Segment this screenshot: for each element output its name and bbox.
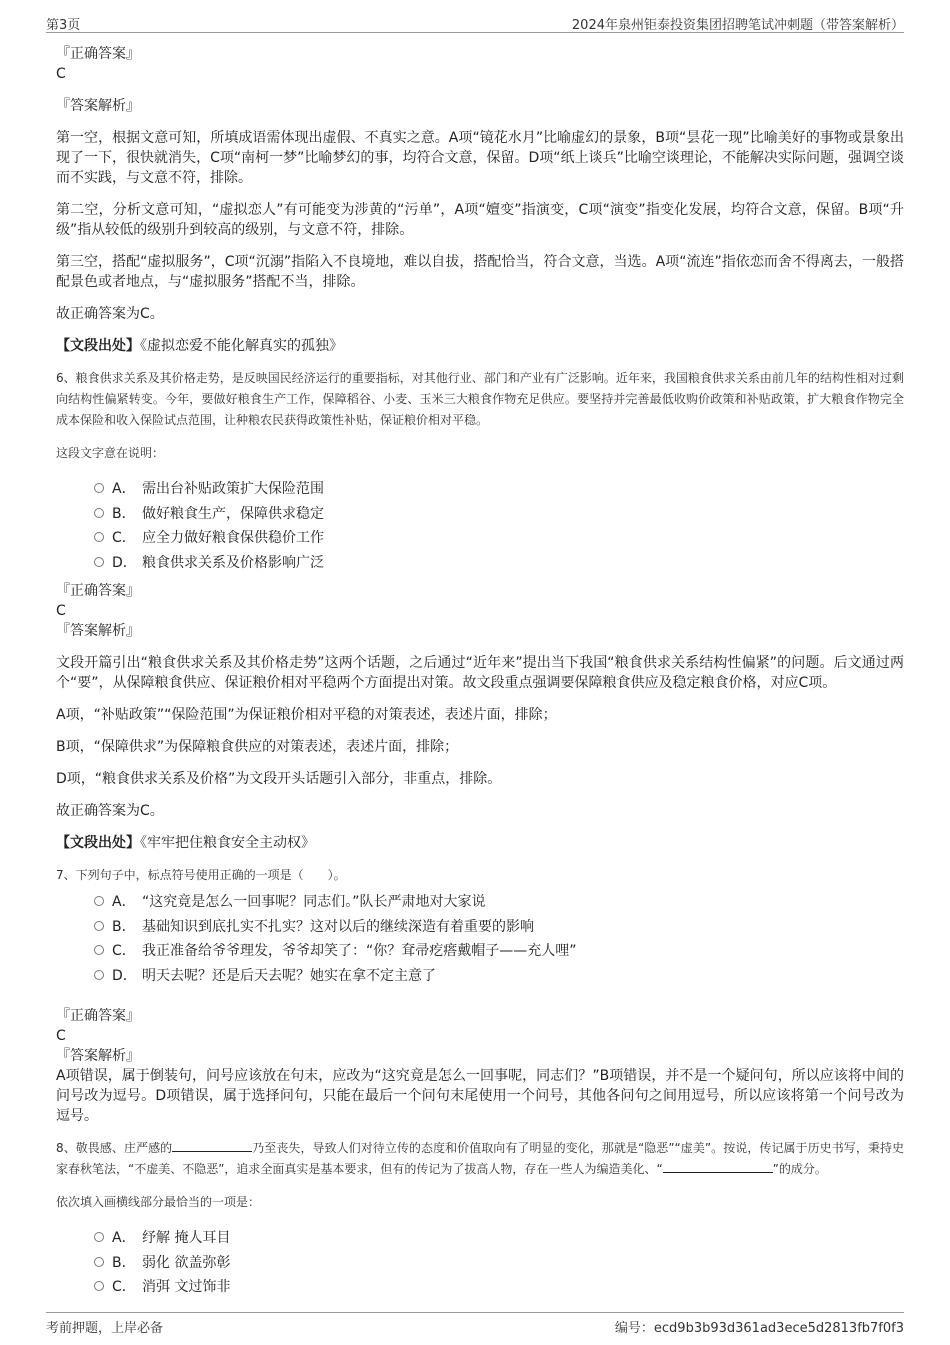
analysis-paragraph: D项，“粮食供求关系及价格”为文段开头话题引入部分，非重点，排除。 (56, 771, 502, 787)
option-c[interactable] (94, 1275, 904, 1300)
page-content (56, 44, 904, 1306)
page-header (46, 12, 904, 33)
source-title: 《虚拟恋爱不能化解真实的孤独》 (140, 338, 343, 354)
source-label: 【文段出处】 (56, 338, 140, 354)
answer-value: C (56, 603, 66, 619)
option-list (94, 477, 904, 575)
page-footer (46, 1312, 904, 1335)
fill-blank (663, 1160, 773, 1173)
source-line (56, 833, 904, 853)
analysis-paragraph: 文段开篇引出“粮食供求关系及其价格走势”这两个话题，之后通过“近年来”提出当下我国“粮食供求关系结构性偏紧”的问题。后文通过两个“要”，从保障粮食供应、保证粮价相对平稳两个方面提出对策。故文段重点强调要保障粮食供应及稳定粮食价格，对应C项。 (56, 655, 904, 691)
page-number: 第3页 (46, 18, 81, 33)
option-text: 做好粮食生产，保障供求稳定 (142, 505, 324, 522)
option-letter: B． (112, 918, 136, 935)
answer-value: C (56, 1028, 66, 1044)
analysis-label: 『答案解析』 (56, 1048, 140, 1064)
option-b[interactable] (94, 915, 904, 940)
radio-button[interactable] (94, 896, 104, 906)
source-label: 【文段出处】 (56, 835, 140, 851)
radio-button[interactable] (94, 1257, 104, 1267)
option-text: 纾解 掩人耳目 (142, 1230, 231, 1246)
radio-button[interactable] (94, 483, 104, 493)
radio-button[interactable] (94, 508, 104, 518)
option-text: 基础知识到底扎实不扎实？这对以后的继续深造有着重要的影响 (142, 918, 534, 935)
option-a[interactable] (94, 890, 904, 915)
radio-button[interactable] (94, 557, 104, 567)
option-text: 消弭 文过饰非 (142, 1279, 231, 1295)
option-text: 需出台补贴政策扩大保险范围 (142, 481, 324, 497)
option-c[interactable] (94, 526, 904, 551)
analysis-paragraph: 故正确答案为C。 (56, 306, 164, 322)
option-letter: D． (112, 967, 137, 984)
option-d[interactable] (94, 964, 904, 989)
analysis-paragraph: A项错误，属于倒装句，问号应该放在句末，应改为“这究竟是怎么一回事呢，同志们？”B项错误，并不是一个疑问句，所以应该将中间的问号改为逗号。D项错误，属于选择问句，只能在最后一个问句末尾使用一个问号，其他各问句之间用逗号，所以应该将第一个问号改为逗号。 (56, 1068, 904, 1124)
option-d[interactable] (94, 551, 904, 576)
option-letter: A． (112, 1230, 136, 1246)
question-text: 7、下列句子中，标点符号使用正确的一项是（ ）。 (56, 868, 346, 882)
option-text: 明天去呢？还是后天去呢？她实在拿不定主意了 (142, 967, 436, 984)
option-letter: C． (112, 530, 136, 546)
option-letter: B． (112, 1254, 136, 1271)
radio-button[interactable] (94, 1281, 104, 1291)
option-c[interactable] (94, 939, 904, 964)
option-text: “这究竟是怎么一回事呢？同志们。”队长严肃地对大家说 (142, 894, 486, 910)
question-text-part: 乃至丧失，导致人们对待立传的态度和价值取向有了明显的变化，那就是“隐恶”“虚美”。按说，传记属于历史书写，秉持史家春秋笔法，“不虚美、不隐恶”，追求全面真实是基本要求，但有的传记为了拔高人物，存在一些人为编造美化、“ (56, 1141, 904, 1176)
analysis-paragraph: A项，“补贴政策”“保险范围”为保证粮价相对平稳的对策表述，表述片面，排除； (56, 707, 557, 723)
option-b[interactable] (94, 1251, 904, 1276)
analysis-paragraph: 第三空，搭配“虚拟服务”，C项“沉溺”指陷入不良境地，难以自拔，搭配恰当，符合文意，当选。A项“流连”指依恋而舍不得离去，一般搭配景色或者地点，与“虚拟服务”搭配不当，排除。 (56, 254, 904, 290)
question-prompt: 依次填入画横线部分最恰当的一项是： (56, 1195, 261, 1209)
option-b[interactable] (94, 502, 904, 527)
footer-slogan: 考前押题，上岸必备 (46, 1321, 164, 1336)
analysis-paragraph: 故正确答案为C。 (56, 803, 164, 819)
answer-label: 『正确答案』 (56, 583, 140, 599)
answer-value: C (56, 66, 66, 82)
document-title: 2024年泉州钜泰投资集团招聘笔试冲刺题（带答案解析） (571, 18, 904, 33)
question-text: 6、粮食供求关系及其价格走势，是反映国民经济运行的重要指标，对其他行业、部门和产业有广泛影响。近年来，我国粮食供求关系由前几年的结构性相对过剩向结构性偏紧转变。今年，要做好粮食生产工作，保障稻谷、小麦、玉米三大粮食作物充足供应。要坚持并完善最低收购价政策和补贴政策，扩大粮食作物完全成本保险和收入保险试点范围，让种粮农民获得政策性补贴，保证粮价相对平稳。 (56, 371, 904, 427)
radio-button[interactable] (94, 970, 104, 980)
answer-label: 『正确答案』 (56, 1008, 140, 1024)
option-text: 弱化 欲盖弥彰 (142, 1254, 231, 1271)
option-text: 应全力做好粮食保供稳价工作 (142, 530, 324, 546)
analysis-paragraph: B项，“保障供求”为保障粮食供应的对策表述，表述片面，排除； (56, 739, 459, 755)
question-text-part: ”的成分。 (772, 1162, 827, 1176)
option-letter: A． (112, 481, 136, 497)
option-letter: A． (112, 894, 136, 910)
answer-label: 『正确答案』 (56, 46, 140, 62)
option-letter: C． (112, 1279, 136, 1295)
option-a[interactable] (94, 1226, 904, 1251)
analysis-label: 『答案解析』 (56, 623, 140, 639)
source-line (56, 336, 904, 356)
option-list (94, 1226, 904, 1300)
radio-button[interactable] (94, 1232, 104, 1242)
question-text (56, 1138, 904, 1180)
source-title: 《牢牢把住粮食安全主动权》 (140, 835, 315, 851)
question-text-part: 8、敬畏感、庄严感的 (56, 1141, 173, 1155)
option-letter: D． (112, 554, 137, 571)
question-prompt: 这段文字意在说明： (56, 446, 165, 460)
document-id: 编号：ecd9b3b93d361ad3ece5d2813fb7f0f3 (614, 1321, 904, 1336)
option-letter: C． (112, 943, 136, 959)
fill-blank (172, 1139, 252, 1152)
radio-button[interactable] (94, 921, 104, 931)
option-text: 我正准备给爷爷理发，爷爷却笑了：“你？耷帚疙瘩戴帽子——充人哩” (142, 943, 577, 959)
analysis-paragraph: 第二空，分析文意可知，“虚拟恋人”有可能变为涉黄的“污单”，A项“嬗变”指演变，C项“演变”指变化发展，均符合文意，保留。B项“升级”指从较低的级别升到较高的级别，与文意不符，排除。 (56, 202, 904, 238)
analysis-label: 『答案解析』 (56, 98, 140, 114)
option-a[interactable] (94, 477, 904, 502)
radio-button[interactable] (94, 945, 104, 955)
radio-button[interactable] (94, 532, 104, 542)
analysis-paragraph: 第一空，根据文意可知，所填成语需体现出虚假、不真实之意。A项“镜花水月”比喻虚幻的景象，B项“昙花一现”比喻美好的事物或景象出现了一下，很快就消失，C项“南柯一梦”比喻梦幻的事，均符合文意，保留。D项“纸上谈兵”比喻空谈理论，不能解决实际问题，强调空谈而不实践，与文意不符，排除。 (56, 130, 904, 186)
option-list (94, 890, 904, 988)
option-letter: B． (112, 505, 136, 522)
option-text: 粮食供求关系及价格影响广泛 (142, 554, 324, 571)
